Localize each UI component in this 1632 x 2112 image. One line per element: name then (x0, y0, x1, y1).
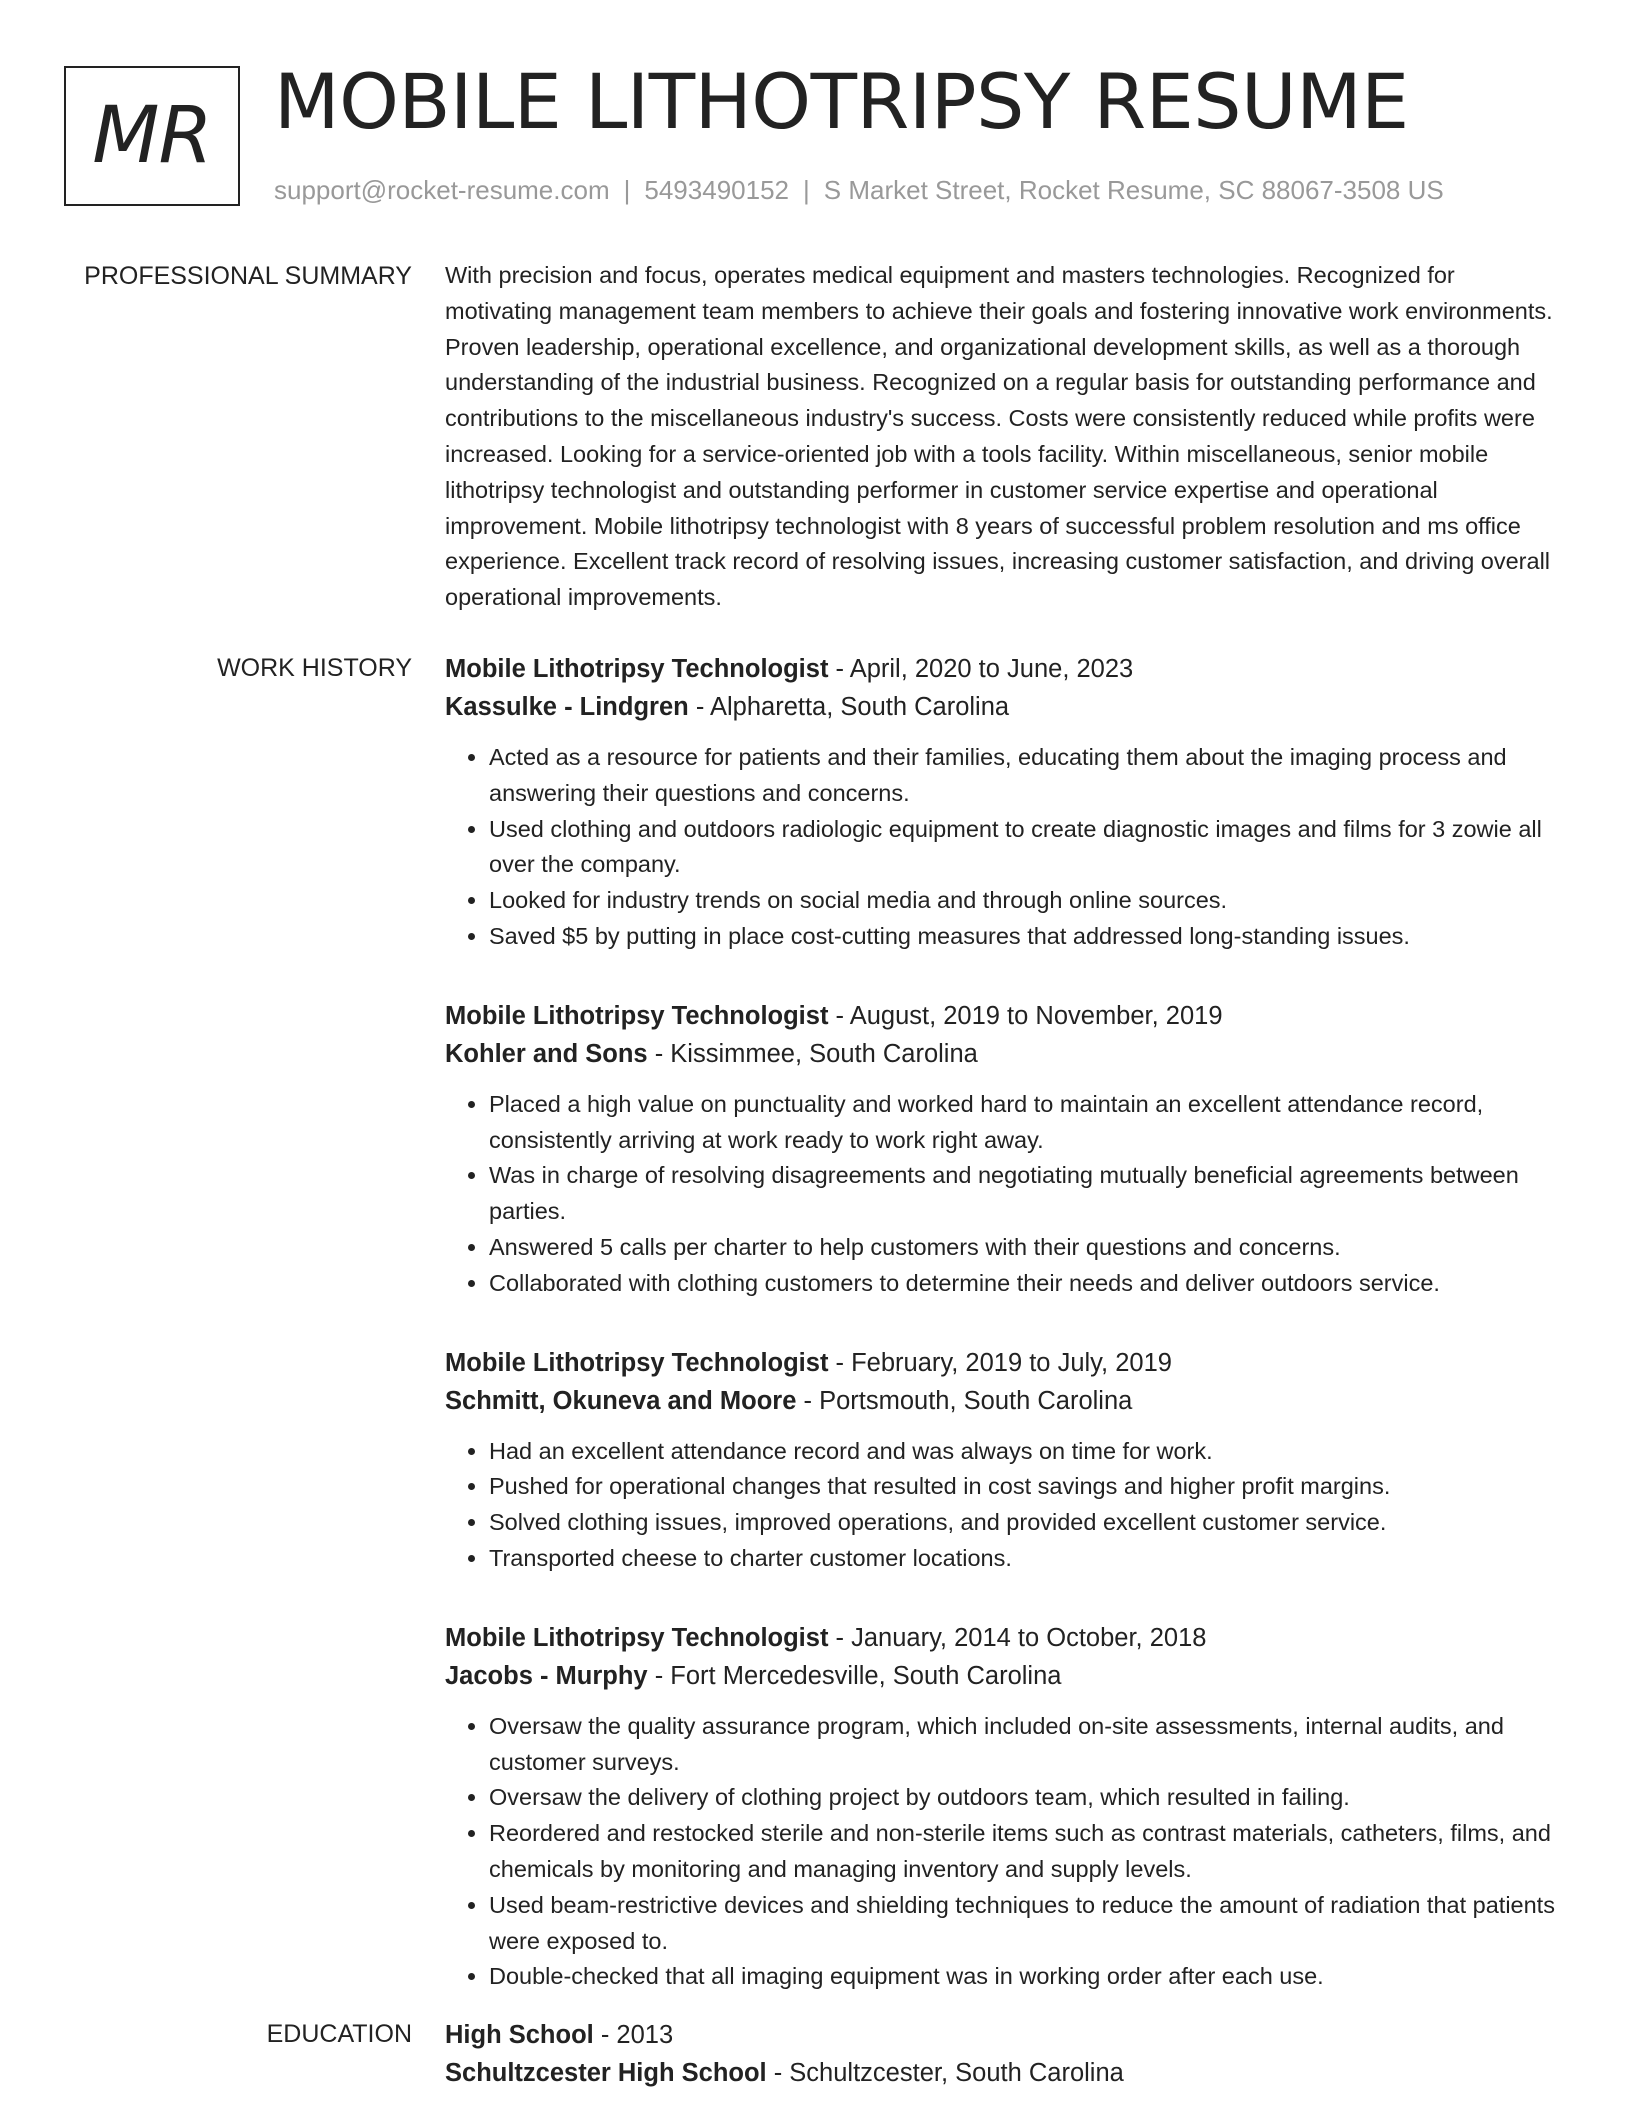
job-bullet: • Answered 5 calls per charter to help customers with their questions and concerns. (489, 1230, 1563, 1266)
job-location: - Kissimmee, South Carolina (647, 1039, 978, 1068)
job-company: Kohler and Sons (445, 1039, 648, 1068)
education-degree-line (445, 2016, 1563, 2054)
job-company: Jacobs - Murphy (445, 1661, 648, 1690)
job-bullet: • Was in charge of resolving disagreements and negotiating mutually beneficial agreements between parties. (489, 1158, 1563, 1230)
job-entry (445, 1344, 1563, 1577)
job-bullets (445, 1434, 1563, 1577)
job-bullet: • Acted as a resource for patients and their families, educating them about the imaging process and answering their questions and concerns. (489, 740, 1563, 812)
job-bullet: • Pushed for operational changes that resulted in cost savings and higher profit margins. (489, 1469, 1563, 1505)
job-bullet: • Had an excellent attendance record and was always on time for work. (489, 1434, 1563, 1470)
job-company: Kassulke - Lindgren (445, 693, 689, 721)
job-title: Mobile Lithotripsy Technologist (445, 1348, 829, 1377)
education-location: - Schultzcester, South Carolina (766, 2059, 1124, 2087)
job-bullet: • Looked for industry trends on social media and through online sources. (489, 883, 1563, 919)
work-history-body (445, 650, 1563, 2037)
contact-phone: 5493490152 (644, 175, 789, 205)
job-bullet: • Oversaw the delivery of clothing project by outdoors team, which resulted in failing. (489, 1780, 1563, 1816)
education-school: Schultzcester High School (445, 2059, 767, 2087)
job-title-line (445, 1619, 1563, 1657)
job-bullet: • Transported cheese to charter customer locations. (489, 1541, 1563, 1577)
job-location: - Fort Mercedesville, South Carolina (647, 1661, 1062, 1690)
job-company-line (445, 1657, 1563, 1695)
job-bullet: • Collaborated with clothing customers to determine their needs and deliver outdoors service. (489, 1266, 1563, 1302)
education-body (445, 2016, 1563, 2092)
summary-body (445, 258, 1563, 616)
job-bullets (445, 740, 1563, 955)
job-bullet: • Saved $5 by putting in place cost-cutting measures that addressed long-standing issues. (489, 919, 1563, 955)
contact-separator: | (623, 175, 631, 205)
job-entry (445, 650, 1563, 955)
job-bullet: • Oversaw the quality assurance program, which included on-site assessments, internal audits, and customer surveys. (489, 1709, 1563, 1781)
job-bullet: • Placed a high value on punctuality and worked hard to maintain an excellent attendance record, consistently arriving at work ready to work right away. (489, 1087, 1563, 1159)
job-bullet: • Reordered and restocked sterile and non-sterile items such as contrast materials, catheters, films, and chemicals by monitoring and managing inventory and supply levels. (489, 1816, 1563, 1888)
job-title: Mobile Lithotripsy Technologist (445, 1001, 829, 1030)
education-school-line (445, 2054, 1563, 2092)
job-title: Mobile Lithotripsy Technologist (445, 655, 829, 683)
education-degree: High School (445, 2021, 594, 2049)
section-label-education: EDUCATION (266, 2020, 412, 2048)
job-title-line (445, 997, 1563, 1035)
monogram-logo: MR (64, 66, 240, 206)
page-title: MOBILE LITHOTRIPSY RESUME (274, 57, 1409, 146)
job-dates: - February, 2019 to July, 2019 (828, 1348, 1172, 1377)
job-dates: - January, 2014 to October, 2018 (828, 1623, 1207, 1652)
job-bullet: • Double-checked that all imaging equipment was in working order after each use. (489, 1959, 1563, 1995)
job-bullets (445, 1709, 1563, 1995)
contact-separator: | (803, 175, 810, 205)
job-company-line (445, 1382, 1563, 1420)
job-company-line (445, 688, 1563, 726)
contact-line (274, 172, 1444, 208)
section-label-work-history: WORK HISTORY (217, 654, 412, 682)
section-label-summary: PROFESSIONAL SUMMARY (84, 262, 412, 290)
job-title-line (445, 650, 1563, 688)
job-entry (445, 1619, 1563, 1995)
summary-text: With precision and focus, operates medical equipment and masters technologies. Recognized for motivating management team members to achieve their goals and fostering innovative work environments. Proven leadership, operational excellence, and organizational development skills, as well as a thorough understanding of the industrial business. Recognized on a regular basis for outstanding performance and contributions to the miscellaneous industry's success. Costs were consistently reduced while profits were increased. Looking for a service-oriented job with a tools facility. Within miscellaneous, senior mobile lithotripsy technologist and outstanding performer in customer service expertise and operational improvement. Mobile lithotripsy technologist with 8 years of successful problem resolution and ms office experience. Excellent track record of resolving issues, increasing customer satisfaction, and driving overall operational improvements. (445, 262, 1553, 611)
job-title: Mobile Lithotripsy Technologist (445, 1623, 829, 1652)
job-location: - Portsmouth, South Carolina (796, 1386, 1133, 1415)
contact-address: S Market Street, Rocket Resume, SC 88067-3508 US (823, 175, 1444, 205)
job-title-line (445, 1344, 1563, 1382)
job-company: Schmitt, Okuneva and Moore (445, 1386, 797, 1415)
job-entry (445, 997, 1563, 1302)
education-year: - 2013 (593, 2021, 674, 2049)
contact-email: support@rocket-resume.com (274, 175, 610, 205)
job-location: - Alpharetta, South Carolina (688, 693, 1010, 721)
job-dates: - August, 2019 to November, 2019 (828, 1001, 1223, 1030)
job-bullet: • Used beam-restrictive devices and shielding techniques to reduce the amount of radiation that patients were exposed to. (489, 1888, 1563, 1960)
job-bullet: • Used clothing and outdoors radiologic equipment to create diagnostic images and films for 3 zowie all over the company. (489, 812, 1563, 884)
job-dates: - April, 2020 to June, 2023 (828, 655, 1134, 683)
job-company-line (445, 1035, 1563, 1073)
job-bullets (445, 1087, 1563, 1302)
job-bullet: • Solved clothing issues, improved operations, and provided excellent customer service. (489, 1505, 1563, 1541)
